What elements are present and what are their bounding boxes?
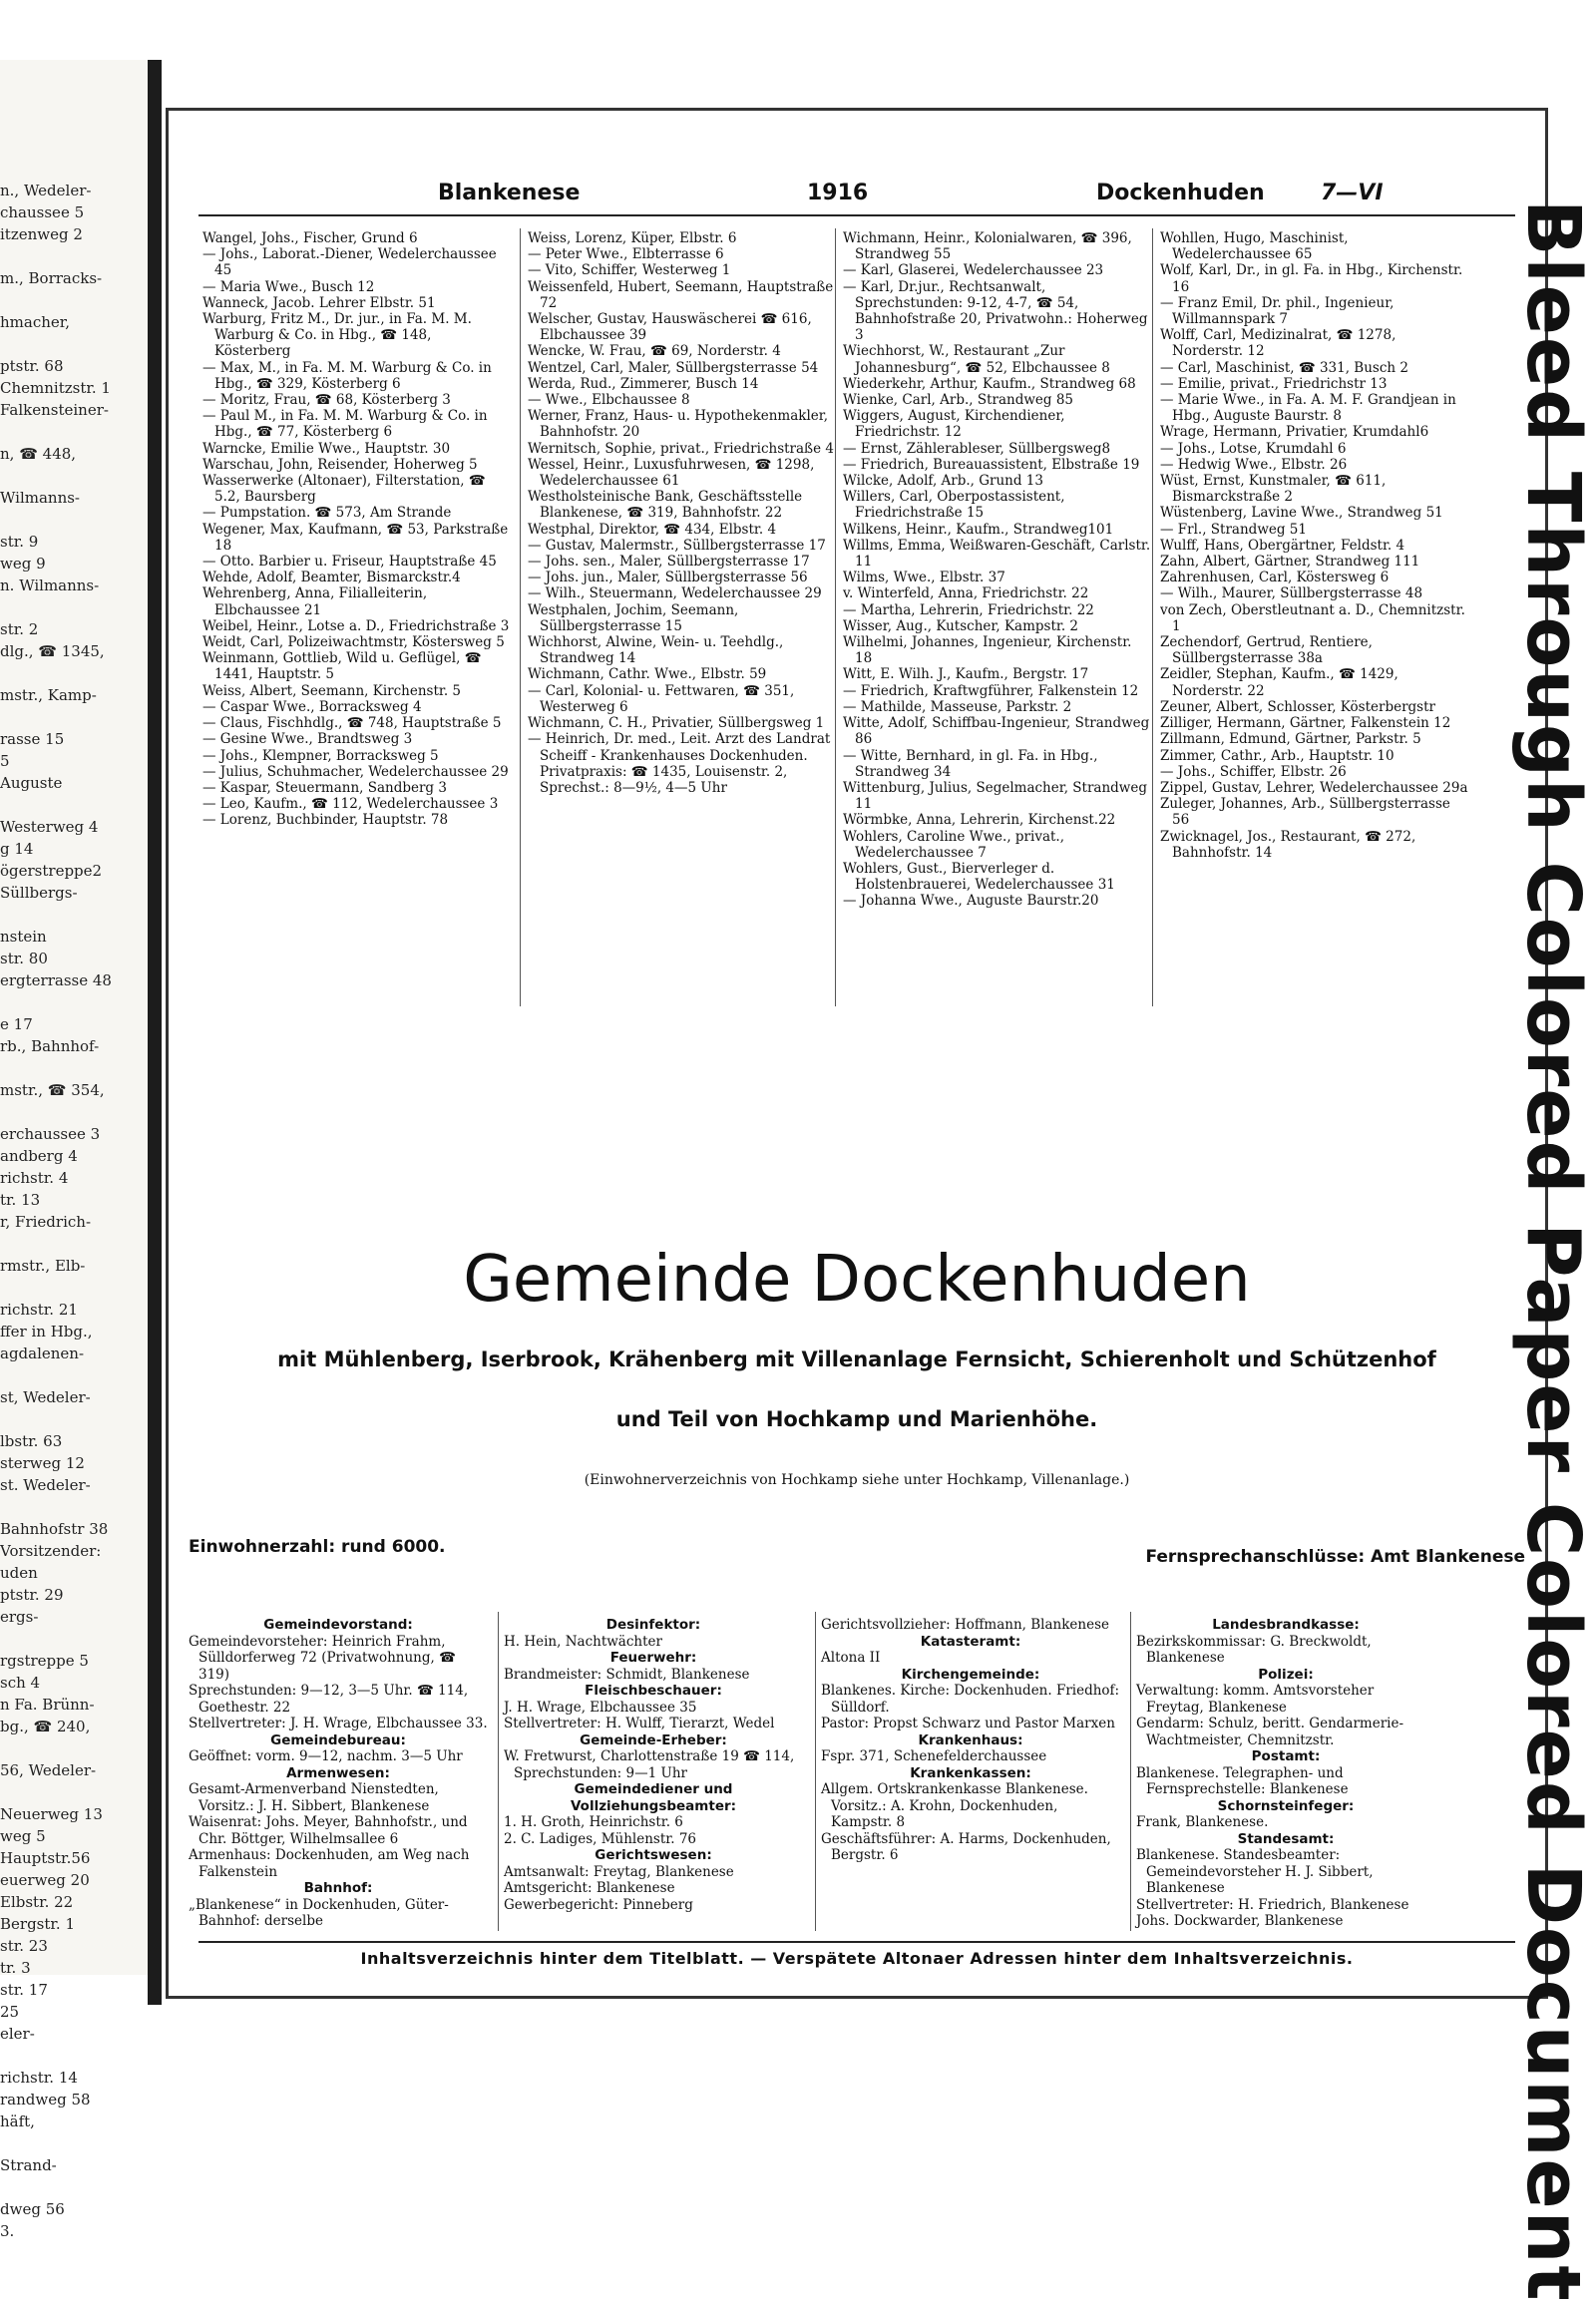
previous-page-line: m., Borracks- xyxy=(0,269,103,287)
directory-entry: Warschau, John, Reisender, Hoherweg 5 xyxy=(202,456,478,473)
admin-line: 2. C. Ladiges, Mühlenstr. 76 xyxy=(504,1830,697,1847)
directory-entry: — Johs. jun., Maler, Süllbergsterrasse 56 xyxy=(528,570,808,586)
admin-heading: Polizei: xyxy=(1258,1666,1314,1683)
previous-page-line: 56, Wedeler- xyxy=(0,1761,97,1779)
previous-page-line: str. 2 xyxy=(0,620,39,638)
previous-page-line: Wilmanns- xyxy=(0,489,81,507)
admin-line: Waisenrat: Johs. Meyer, Bahnhofstr., und Chr. Böttger, Wilhelmsallee 6 xyxy=(189,1814,468,1847)
previous-page-line xyxy=(0,794,150,816)
previous-page-line: bg., ☎ 240, xyxy=(0,1718,91,1735)
admin-heading: Standesamt: xyxy=(1237,1830,1335,1847)
column-divider xyxy=(815,1612,816,1931)
previous-page-line: n, ☎ 448, xyxy=(0,445,77,463)
previous-page-line: weg 9 xyxy=(0,555,46,573)
previous-page-line: str. 9 xyxy=(0,533,39,551)
directory-entry: Zilliger, Hermann, Gärtner, Falkenstein 12 xyxy=(1160,715,1451,732)
admin-line: Armenhaus: Dockenhuden, am Weg nach Falkenstein xyxy=(189,1847,470,1880)
previous-page-line: richstr. 21 xyxy=(0,1301,78,1319)
admin-line: Johs. Dockwarder, Blankenese xyxy=(1136,1913,1344,1929)
previous-page-line: ptstr. 29 xyxy=(0,1586,64,1604)
previous-page-line xyxy=(0,465,150,487)
directory-entry: — Friedrich, Bureauassistent, Elbstraße 19 xyxy=(843,456,1140,473)
directory-entry: — Peter Wwe., Elbterrasse 6 xyxy=(528,246,724,263)
previous-page-line xyxy=(0,1057,150,1079)
previous-page-line: rb., Bahnhof- xyxy=(0,1037,100,1055)
directory-entry: — Johs., Laborat.-Diener, Wedelerchaussee 45 xyxy=(202,246,497,279)
directory-entry: — Carl, Maschinist, ☎ 331, Busch 2 xyxy=(1160,359,1408,376)
directory-entry: Wichmann, Cathr. Wwe., Elbstr. 59 xyxy=(528,666,767,683)
admin-line: Stellvertreter: H. Wulff, Tierarzt, Wedel xyxy=(504,1716,775,1731)
footer-rule xyxy=(199,1941,1515,1943)
previous-page-fragment xyxy=(0,60,148,2240)
directory-entry: — Kaspar, Steuermann, Sandberg 3 xyxy=(202,779,447,796)
previous-page-line: 25 xyxy=(0,2003,20,2021)
directory-entry: Wohlers, Caroline Wwe., privat., Wedelerchaussee 7 xyxy=(843,828,1065,861)
directory-entry: Wichhorst, Alwine, Wein- u. Teehdlg., Strandweg 14 xyxy=(528,634,784,667)
previous-page-line: rgstreppe 5 xyxy=(0,1652,89,1670)
admin-heading: Schornsteinfeger: xyxy=(1217,1797,1355,1814)
directory-entry: Zeuner, Albert, Schlosser, Kösterbergstr xyxy=(1160,698,1435,715)
directory-entry: Westphal, Direktor, ☎ 434, Elbstr. 4 xyxy=(528,521,777,538)
previous-page-line: n Fa. Brünn- xyxy=(0,1696,95,1714)
previous-page-line: g 14 xyxy=(0,840,34,858)
previous-page-line: st. Wedeler- xyxy=(0,1476,91,1494)
directory-column-2 xyxy=(528,230,837,796)
previous-page-line xyxy=(0,333,150,355)
directory-entry: Wentzel, Carl, Maler, Süllbergsterrasse 54 xyxy=(528,359,819,376)
admin-column-1 xyxy=(189,1617,488,1930)
directory-entry: Willers, Carl, Oberpostassistent, Friedrichstraße 15 xyxy=(843,489,1065,522)
directory-entry: Witt, E. Wilh. J., Kaufm., Bergstr. 17 xyxy=(843,666,1089,683)
directory-column-3 xyxy=(843,230,1152,910)
population: Einwohnerzahl: rund 6000. xyxy=(189,1537,446,1557)
directory-entry: — Johs., Klempner, Borracksweg 5 xyxy=(202,747,439,764)
column-divider xyxy=(835,228,836,1006)
previous-page-line: 5 xyxy=(0,752,10,770)
previous-page-line: chaussee 5 xyxy=(0,203,85,221)
directory-entry: — Wwe., Elbchaussee 8 xyxy=(528,392,690,409)
previous-page-line: euerweg 20 xyxy=(0,1871,90,1889)
section-title: Gemeinde Dockenhuden xyxy=(463,1243,1251,1317)
admin-heading: Feuerwehr: xyxy=(609,1650,697,1666)
admin-line: Stellvertreter: J. H. Wrage, Elbchaussee 33. xyxy=(189,1716,488,1731)
admin-line: Blankenese. Standesbeamter: Gemeindevorsteher H. J. Sibbert, Blankenese xyxy=(1136,1847,1374,1896)
previous-page-line xyxy=(0,706,150,728)
directory-entry: Zuleger, Johannes, Arb., Süllbergsterrasse 56 xyxy=(1160,796,1450,829)
admin-heading: Armenwesen: xyxy=(286,1764,390,1781)
directory-entry: Witte, Adolf, Schiffbau-Ingenieur, Strandweg 86 xyxy=(843,715,1150,748)
directory-entry: — Gustav, Malermstr., Süllbergsterrasse 17 xyxy=(528,537,826,554)
header-left: Blankenese xyxy=(438,181,581,205)
column-divider xyxy=(520,228,521,1006)
admin-line: Gewerbegericht: Pinneberg xyxy=(504,1896,693,1913)
directory-entry: — Leo, Kaufm., ☎ 112, Wedelerchaussee 3 xyxy=(202,796,499,813)
previous-page-line: str. 23 xyxy=(0,1937,48,1955)
admin-column-2 xyxy=(504,1617,803,1913)
directory-entry: — Hedwig Wwe., Elbstr. 26 xyxy=(1160,456,1348,473)
directory-entry: — Karl, Dr.jur., Rechtsanwalt, Sprechstunden: 9-12, 4-7, ☎ 54, Bahnhofstraße 20, Privatwohn.: Hoherweg 3 xyxy=(843,278,1148,344)
admin-line: Sprechstunden: 9—12, 3—5 Uhr. ☎ 114, Goethestr. 22 xyxy=(189,1683,469,1716)
previous-page-line xyxy=(0,1233,150,1255)
previous-page-line: ptstr. 68 xyxy=(0,357,64,375)
admin-heading: Kirchengemeinde: xyxy=(901,1666,1040,1683)
previous-page-line xyxy=(0,1364,150,1386)
admin-heading: Krankenkassen: xyxy=(910,1764,1031,1781)
admin-line: Amtsgericht: Blankenese xyxy=(504,1880,675,1896)
directory-entry: — Vito, Schiffer, Westerweg 1 xyxy=(528,262,731,279)
previous-page-line: richstr. 4 xyxy=(0,1169,69,1187)
previous-page-line: eler- xyxy=(0,2025,35,2043)
previous-page-line xyxy=(0,1496,150,1518)
admin-line: „Blankenese“ in Dockenhuden, Güter-Bahnhof: derselbe xyxy=(189,1896,449,1929)
previous-page-line: ergterrasse 48 xyxy=(0,971,112,989)
previous-page-line: nstein xyxy=(0,928,47,946)
previous-page-line xyxy=(0,1101,150,1123)
admin-line: Pastor: Propst Schwarz und Pastor Marxen xyxy=(821,1716,1115,1731)
directory-entry: Wiggers, August, Kirchendiener, Friedrichstr. 12 xyxy=(843,408,1065,441)
directory-entry: — Wilh., Steuermann, Wedelerchaussee 29 xyxy=(528,585,822,602)
directory-entry: Wessel, Heinr., Luxusfuhrwesen, ☎ 1298, Wedelerchaussee 61 xyxy=(528,456,815,490)
directory-entry: Wüst, Ernst, Kunstmaler, ☎ 611, Bismarckstraße 2 xyxy=(1160,473,1387,506)
previous-page-line: str. 17 xyxy=(0,1981,48,1999)
directory-entry: Wehrenberg, Anna, Filialleiterin, Elbchaussee 21 xyxy=(202,585,428,618)
directory-column-1 xyxy=(202,230,512,829)
directory-column-4 xyxy=(1160,230,1469,861)
directory-entry: Wrage, Hermann, Privatier, Krumdahl6 xyxy=(1160,424,1429,441)
admin-column-4 xyxy=(1136,1617,1435,1930)
previous-page-line xyxy=(0,904,150,926)
directory-entry: Weibel, Heinr., Lotse a. D., Friedrichstraße 3 xyxy=(202,617,510,634)
admin-heading: Gemeindebureau: xyxy=(270,1731,406,1748)
directory-entry: — Franz Emil, Dr. phil., Ingenieur, Willmannspark 7 xyxy=(1160,294,1395,328)
previous-page-line xyxy=(0,1737,150,1759)
directory-entry: — Pumpstation. ☎ 573, Am Strande xyxy=(202,505,452,522)
directory-entry: Zippel, Gustav, Lehrer, Wedelerchaussee 29a xyxy=(1160,779,1468,796)
header-title: Dockenhuden xyxy=(1096,181,1265,205)
footer-note: Inhaltsverzeichnis hinter dem Titelblatt. — Verspätete Altonaer Adressen hinter dem Inhaltsverzeichnis. xyxy=(360,1949,1354,1968)
previous-page-line: n., Wedeler- xyxy=(0,182,92,199)
directory-entry: — Johs., Lotse, Krumdahl 6 xyxy=(1160,440,1347,457)
previous-page-line: Hauptstr.56 xyxy=(0,1849,91,1867)
previous-page-line: richstr. 14 xyxy=(0,2069,78,2087)
directory-entry: Wolf, Karl, Dr., in gl. Fa. in Hbg., Kirchenstr. 16 xyxy=(1160,262,1463,295)
admin-line: Altona II xyxy=(821,1650,881,1666)
previous-page-line xyxy=(0,2132,150,2154)
admin-line: Bezirkskommissar: G. Breckwoldt, Blankenese xyxy=(1136,1633,1372,1666)
directory-entry: — Otto. Barbier u. Friseur, Hauptstraße 45 xyxy=(202,554,497,571)
directory-entry: Wisser, Aug., Kutscher, Kampstr. 2 xyxy=(843,617,1079,634)
directory-entry: Westphalen, Jochim, Seemann, Süllbergsterrasse 15 xyxy=(528,601,739,634)
previous-page-line: Falkensteiner- xyxy=(0,401,109,419)
directory-entry: — Friedrich, Kraftwgführer, Falkenstein 12 xyxy=(843,682,1139,699)
admin-line: Allgem. Ortskrankenkasse Blankenese. Vorsitz.: A. Krohn, Dockenhuden, Kampstr. 8 xyxy=(821,1781,1088,1830)
directory-page xyxy=(166,108,1548,1999)
previous-page-line: r, Friedrich- xyxy=(0,1213,92,1231)
directory-entry: Weissenfeld, Hubert, Seemann, Hauptstraße 72 xyxy=(528,278,834,311)
admin-line: Blankenese. Telegraphen- und Fernsprechstelle: Blankenese xyxy=(1136,1764,1349,1797)
admin-heading: Gerichtswesen: xyxy=(595,1847,712,1863)
admin-heading: Krankenhaus: xyxy=(918,1731,1023,1748)
directory-entry: Wohlers, Gust., Bierverleger d. Holstenbrauerei, Wedelerchaussee 31 xyxy=(843,860,1115,894)
directory-entry: — Johs. sen., Maler, Süllbergsterrasse 17 xyxy=(528,554,810,571)
previous-page-line xyxy=(0,421,150,443)
directory-entry: Wangel, Johs., Fischer, Grund 6 xyxy=(202,230,418,246)
admin-heading: Katasteramt: xyxy=(920,1633,1021,1650)
section-note: (Einwohnerverzeichnis von Hochkamp siehe unter Hochkamp, Villenanlage.) xyxy=(584,1472,1130,1488)
previous-page-line: st, Wedeler- xyxy=(0,1388,91,1406)
previous-page-line: uden xyxy=(0,1564,38,1582)
directory-entry: Willms, Emma, Weißwaren-Geschäft, Carlstr. 11 xyxy=(843,537,1151,571)
directory-entry: Zahrenhusen, Carl, Köstersweg 6 xyxy=(1160,570,1390,586)
previous-page-line: rasse 15 xyxy=(0,730,65,748)
previous-page-line xyxy=(0,662,150,684)
directory-entry: Wienke, Carl, Arb., Strandweg 85 xyxy=(843,392,1074,409)
admin-line: Gendarm: Schulz, beritt. Gendarmerie-Wachtmeister, Chemnitzstr. xyxy=(1136,1716,1404,1748)
previous-page-line xyxy=(0,509,150,531)
admin-line: 1. H. Groth, Heinrichstr. 6 xyxy=(504,1814,683,1830)
directory-entry: Zahn, Albert, Gärtner, Strandweg 111 xyxy=(1160,554,1420,571)
previous-page-line: mstr., Kamp- xyxy=(0,686,97,704)
bleed-through-label: Bleed Through Colored Paper Colored Document xyxy=(1510,199,1596,2303)
directory-entry: Zeidler, Stephan, Kaufm., ☎ 1429, Norderstr. 22 xyxy=(1160,666,1398,699)
directory-entry: Wörmbke, Anna, Lehrerin, Kirchenst.22 xyxy=(843,812,1116,829)
directory-entry: Weiss, Albert, Seemann, Kirchenstr. 5 xyxy=(202,682,462,699)
column-divider xyxy=(498,1612,499,1931)
directory-entry: Wohllen, Hugo, Maschinist, Wedelerchaussee 65 xyxy=(1160,230,1349,263)
previous-page-line: Westerweg 4 xyxy=(0,818,99,836)
previous-page-line: 3. xyxy=(0,2222,15,2240)
page-number: 7—VI xyxy=(1321,181,1384,205)
previous-page-line: agdalenen- xyxy=(0,1344,85,1362)
directory-entry: v. Winterfeld, Anna, Friedrichstr. 22 xyxy=(843,585,1089,602)
directory-entry: Warburg, Fritz M., Dr. jur., in Fa. M. M. Warburg & Co. in Hbg., ☎ 148, Kösterberg xyxy=(202,311,472,360)
directory-entry: Wilkens, Heinr., Kaufm., Strandweg101 xyxy=(843,521,1114,538)
previous-page-line: tr. 13 xyxy=(0,1191,41,1209)
previous-page-line xyxy=(0,2045,150,2067)
directory-entry: Weiss, Lorenz, Küper, Elbstr. 6 xyxy=(528,230,737,246)
directory-entry: — Emilie, privat., Friedrichstr 13 xyxy=(1160,375,1388,392)
directory-entry: Wiederkehr, Arthur, Kaufm., Strandweg 68 xyxy=(843,375,1136,392)
previous-page-line xyxy=(0,1408,150,1430)
previous-page-line: hmacher, xyxy=(0,313,71,331)
previous-page-text xyxy=(0,180,150,2242)
directory-entry: — Caspar Wwe., Borracksweg 4 xyxy=(202,698,422,715)
admin-heading: Gemeinde-Erheber: xyxy=(580,1731,727,1748)
admin-line: Geschäftsführer: A. Harms, Dockenhuden, Bergstr. 6 xyxy=(821,1830,1111,1863)
previous-page-line: mstr., ☎ 354, xyxy=(0,1081,105,1099)
directory-entry: — Claus, Fischhdlg., ☎ 748, Hauptstraße 5 xyxy=(202,715,502,732)
directory-entry: Wanneck, Jacob. Lehrer Elbstr. 51 xyxy=(202,294,436,311)
directory-entry: Wernitsch, Sophie, privat., Friedrichstraße 4 xyxy=(528,440,834,457)
admin-line: Geöffnet: vorm. 9—12, nachm. 3—5 Uhr xyxy=(189,1748,463,1764)
directory-entry: Zimmer, Cathr., Arb., Hauptstr. 10 xyxy=(1160,747,1395,764)
header-year: 1916 xyxy=(807,181,869,205)
previous-page-line: ögerstreppe2 xyxy=(0,862,103,880)
directory-entry: Wilhelmi, Johannes, Ingenieur, Kirchenstr. 18 xyxy=(843,634,1132,667)
admin-line: Fspr. 371, Schenefelderchaussee xyxy=(821,1748,1047,1764)
previous-page-line: ergs- xyxy=(0,1608,39,1626)
previous-page-line: e 17 xyxy=(0,1015,33,1033)
phone-exchange: Fernsprechanschlüsse: Amt Blankenese xyxy=(1145,1547,1525,1567)
previous-page-line xyxy=(0,1781,150,1803)
previous-page-line: n. Wilmanns- xyxy=(0,576,100,594)
section-subtitle: mit Mühlenberg, Iserbrook, Krähenberg mit Villenanlage Fernsicht, Schierenholt und Schützenhof xyxy=(277,1347,1436,1371)
directory-entry: — Johanna Wwe., Auguste Baurstr.20 xyxy=(843,893,1099,910)
previous-page-line xyxy=(0,596,150,618)
previous-page-line: randweg 58 xyxy=(0,2091,91,2109)
directory-entry: Wichmann, C. H., Privatier, Süllbergsweg 1 xyxy=(528,715,825,732)
directory-entry: Werda, Rud., Zimmerer, Busch 14 xyxy=(528,375,759,392)
previous-page-line: itzenweg 2 xyxy=(0,225,83,243)
previous-page-line: Strand- xyxy=(0,2156,57,2174)
directory-entry: — Marie Wwe., in Fa. A. M. F. Grandjean in Hbg., Auguste Baurstr. 8 xyxy=(1160,392,1456,425)
previous-page-line xyxy=(0,245,150,267)
previous-page-line: sterweg 12 xyxy=(0,1454,85,1472)
directory-entry: Weidt, Carl, Polizeiwachtmstr, Köstersweg 5 xyxy=(202,634,505,651)
book-spine xyxy=(148,60,162,2005)
admin-heading: Fleischbeschauer: xyxy=(585,1683,722,1699)
previous-page-line: dweg 56 xyxy=(0,2200,65,2218)
directory-entry: — Max, M., in Fa. M. M. Warburg & Co. in Hbg., ☎ 329, Kösterberg 6 xyxy=(202,359,492,392)
directory-entry: Westholsteinische Bank, Geschäftsstelle Blankenese, ☎ 319, Bahnhofstr. 22 xyxy=(528,489,803,522)
column-divider xyxy=(1152,228,1153,1006)
previous-page-line: rmstr., Elb- xyxy=(0,1257,86,1275)
directory-entry: — Maria Wwe., Busch 12 xyxy=(202,278,375,295)
admin-heading: Landesbrandkasse: xyxy=(1212,1617,1360,1633)
admin-line: Blankenes. Kirche: Dockenhuden. Friedhof: Sülldorf. xyxy=(821,1683,1120,1716)
previous-page-line: erchaussee 3 xyxy=(0,1125,101,1143)
previous-page-line: lbstr. 63 xyxy=(0,1432,63,1450)
previous-page-line: tr. 3 xyxy=(0,1959,31,1977)
previous-page-line: Elbstr. 22 xyxy=(0,1893,74,1911)
directory-entry: Wasserwerke (Altonaer), Filterstation, ☎ 5.2, Baursberg xyxy=(202,473,486,506)
admin-line: Stellvertreter: H. Friedrich, Blankenese xyxy=(1136,1896,1409,1913)
directory-entry: — Johs., Schiffer, Elbstr. 26 xyxy=(1160,763,1347,780)
previous-page-line: andberg 4 xyxy=(0,1147,78,1165)
admin-heading: Gemeindevorstand: xyxy=(263,1617,413,1633)
admin-column-3 xyxy=(821,1617,1120,1864)
previous-page-line: dlg., ☎ 1345, xyxy=(0,642,105,660)
directory-entry: Werner, Franz, Haus- u. Hypothekenmakler, Bahnhofstr. 20 xyxy=(528,408,829,441)
directory-entry: — Carl, Kolonial- u. Fettwaren, ☎ 351, Westerweg 6 xyxy=(528,682,795,715)
previous-page-line: str. 80 xyxy=(0,950,48,967)
previous-page-line: Vorsitzender: xyxy=(0,1542,102,1560)
directory-entry: Zwicknagel, Jos., Restaurant, ☎ 272, Bahnhofstr. 14 xyxy=(1160,828,1416,861)
directory-entry: von Zech, Oberstleutnant a. D., Chemnitzstr. 1 xyxy=(1160,601,1465,634)
directory-entry: — Gesine Wwe., Brandtsweg 3 xyxy=(202,731,413,748)
section-subtitle-2: und Teil von Hochkamp und Marienhöhe. xyxy=(615,1407,1098,1431)
previous-page-line: weg 5 xyxy=(0,1827,46,1845)
directory-entry: — Wilh., Maurer, Süllbergsterrasse 48 xyxy=(1160,585,1423,602)
directory-entry: — Martha, Lehrerin, Friedrichstr. 22 xyxy=(843,601,1094,618)
admin-line: Gesamt-Armenverband Nienstedten, Vorsitz.: J. H. Sibbert, Blankenese xyxy=(189,1781,439,1814)
admin-line: Brandmeister: Schmidt, Blankenese xyxy=(504,1666,750,1683)
previous-page-line: ffer in Hbg., xyxy=(0,1323,93,1341)
directory-entry: — Ernst, Zählerableser, Süllbergsweg8 xyxy=(843,440,1111,457)
admin-line: Frank, Blankenese. xyxy=(1136,1814,1269,1830)
directory-entry: Wencke, W. Frau, ☎ 69, Norderstr. 4 xyxy=(528,343,781,360)
directory-entry: Zechendorf, Gertrud, Rentiere, Süllbergsterrasse 38a xyxy=(1160,634,1373,667)
directory-entry: — Mathilde, Masseuse, Parkstr. 2 xyxy=(843,698,1072,715)
admin-line: W. Fretwurst, Charlottenstraße 19 ☎ 114, Sprechstunden: 9—1 Uhr xyxy=(504,1748,795,1781)
previous-page-line: Auguste xyxy=(0,774,63,792)
directory-entry: — Lorenz, Buchbinder, Hauptstr. 78 xyxy=(202,812,449,829)
admin-line: Gemeindevorsteher: Heinrich Frahm, Sülldorferweg 72 (Privatwohnung, ☎ 319) xyxy=(189,1633,456,1683)
directory-entry: Wehde, Adolf, Beamter, Bismarckstr.4 xyxy=(202,570,461,586)
previous-page-line xyxy=(0,991,150,1013)
admin-heading: Postamt: xyxy=(1251,1748,1321,1764)
directory-entry: Wegener, Max, Kaufmann, ☎ 53, Parkstraße 18 xyxy=(202,521,509,554)
previous-page-line: Bahnhofstr 38 xyxy=(0,1520,109,1538)
directory-entry: — Karl, Glaserei, Wedelerchaussee 23 xyxy=(843,262,1104,279)
directory-entry: Wüstenberg, Lavine Wwe., Strandweg 51 xyxy=(1160,505,1443,522)
header-rule xyxy=(199,214,1515,216)
directory-entry: — Paul M., in Fa. M. M. Warburg & Co. in Hbg., ☎ 77, Kösterberg 6 xyxy=(202,408,488,441)
directory-entry: Welscher, Gustav, Hauswäscherei ☎ 616, Elbchaussee 39 xyxy=(528,311,812,344)
admin-line: J. H. Wrage, Elbchaussee 35 xyxy=(504,1699,697,1716)
directory-entry: Wiechhorst, W., Restaurant „Zur Johannesburg“, ☎ 52, Elbchaussee 8 xyxy=(843,343,1110,376)
previous-page-line: Süllbergs- xyxy=(0,884,78,902)
previous-page-line: sch 4 xyxy=(0,1674,41,1692)
directory-entry: Weinmann, Gottlieb, Wild u. Geflügel, ☎ 1441, Hauptstr. 5 xyxy=(202,650,482,683)
admin-heading: Desinfektor: xyxy=(605,1617,701,1633)
directory-entry: Wichmann, Heinr., Kolonialwaren, ☎ 396, Strandweg 55 xyxy=(843,230,1132,263)
directory-entry: — Heinrich, Dr. med., Leit. Arzt des Landrat Scheiff - Krankenhauses Dockenhuden. Privatpraxis: ☎ 1435, Louisenstr. 2, Sprechst.: 8—9½, 4—5 Uhr xyxy=(528,731,831,796)
directory-entry: Zillmann, Edmund, Gärtner, Parkstr. 5 xyxy=(1160,731,1421,748)
admin-line: H. Hein, Nachtwächter xyxy=(504,1633,662,1650)
previous-page-line: häft, xyxy=(0,2112,35,2130)
previous-page-line xyxy=(0,1628,150,1650)
admin-line: Gerichtsvollzieher: Hoffmann, Blankenese xyxy=(821,1617,1110,1633)
directory-entry: — Julius, Schuhmacher, Wedelerchaussee 29 xyxy=(202,763,509,780)
previous-page-line xyxy=(0,289,150,311)
directory-entry: Warncke, Emilie Wwe., Hauptstr. 30 xyxy=(202,440,451,457)
directory-entry: — Frl., Strandweg 51 xyxy=(1160,521,1307,538)
previous-page-line: Chemnitzstr. 1 xyxy=(0,379,111,397)
directory-entry: — Moritz, Frau, ☎ 68, Kösterberg 3 xyxy=(202,392,451,409)
admin-heading: Gemeindediener und Vollziehungsbeamter: xyxy=(570,1781,737,1814)
directory-entry: Wolff, Carl, Medizinalrat, ☎ 1278, Norderstr. 12 xyxy=(1160,327,1396,360)
directory-entry: Wilcke, Adolf, Arb., Grund 13 xyxy=(843,473,1043,490)
previous-page-line: Bergstr. 1 xyxy=(0,1915,75,1933)
directory-entry: Wittenburg, Julius, Segelmacher, Strandweg 11 xyxy=(843,779,1147,813)
previous-page-line xyxy=(0,2176,150,2198)
admin-line: Amtsanwalt: Freytag, Blankenese xyxy=(504,1863,734,1880)
column-divider xyxy=(1130,1612,1131,1931)
admin-line: Verwaltung: komm. Amtsvorsteher Freytag, Blankenese xyxy=(1136,1683,1375,1716)
directory-entry: Wulff, Hans, Obergärtner, Feldstr. 4 xyxy=(1160,537,1405,554)
admin-heading: Bahnhof: xyxy=(303,1880,373,1896)
directory-entry: Wilms, Wwe., Elbstr. 37 xyxy=(843,570,1005,586)
directory-entry: — Witte, Bernhard, in gl. Fa. in Hbg., Strandweg 34 xyxy=(843,747,1098,780)
previous-page-line: Neuerweg 13 xyxy=(0,1805,103,1823)
previous-page-line xyxy=(0,1277,150,1299)
